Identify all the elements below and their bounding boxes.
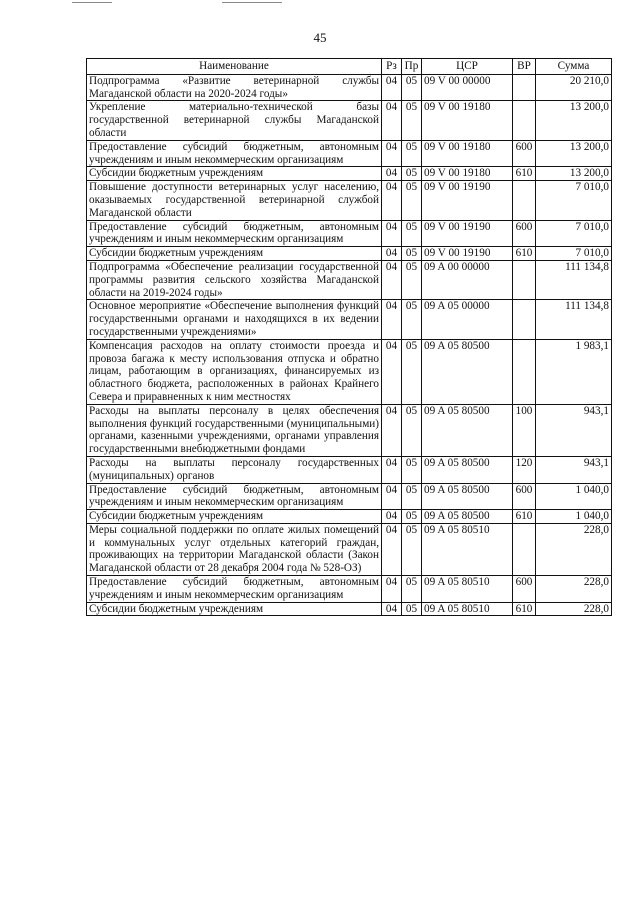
table-row [87, 220, 612, 247]
cell-sum: 7 010,0 [536, 247, 612, 261]
header-name: Наименование [87, 59, 382, 75]
cell-rz: 04 [382, 576, 402, 603]
cell-name: Предоставление субсидий бюджетным, автономным учреждениям и иным некоммерческим организациям [87, 483, 382, 510]
cell-csr: 09 A 05 80500 [422, 404, 513, 456]
cell-pr: 05 [402, 339, 422, 404]
cell-csr: 09 A 00 00000 [422, 260, 513, 299]
cell-sum: 1 040,0 [536, 483, 612, 510]
cell-vr: 610 [513, 167, 536, 181]
cell-sum: 943,1 [536, 456, 612, 483]
cell-sum: 7 010,0 [536, 220, 612, 247]
cell-name: Субсидии бюджетным учреждениям [87, 167, 382, 181]
table-row [87, 456, 612, 483]
cell-rz: 04 [382, 523, 402, 575]
cell-vr: 600 [513, 483, 536, 510]
table-row [87, 602, 612, 616]
cell-vr: 610 [513, 602, 536, 616]
cell-pr: 05 [402, 220, 422, 247]
cell-name: Основное мероприятие «Обеспечение выполнения функций государственными органами и находящихся в их ведении государственными учреждениями» [87, 300, 382, 339]
cell-rz: 04 [382, 260, 402, 299]
cell-name: Расходы на выплаты персоналу в целях обеспечения выполнения функций государственными (муниципальными) органами, казенными учреждениями, органами управления государственными внебюджетными фондами [87, 404, 382, 456]
table-header [87, 59, 612, 75]
cell-name: Подпрограмма «Развитие ветеринарной службы Магаданской области на 2020-2024 годы» [87, 74, 382, 101]
cell-rz: 04 [382, 483, 402, 510]
cell-csr: 09 V 00 19190 [422, 247, 513, 261]
cell-csr: 09 A 05 80510 [422, 576, 513, 603]
cell-vr [513, 523, 536, 575]
cell-rz: 04 [382, 339, 402, 404]
budget-table [86, 58, 612, 616]
cell-pr: 05 [402, 483, 422, 510]
cell-csr: 09 V 00 19190 [422, 220, 513, 247]
cell-pr: 05 [402, 140, 422, 167]
cell-csr: 09 A 05 80500 [422, 456, 513, 483]
header-pr: Пр [402, 59, 422, 75]
header-row [87, 59, 612, 75]
cell-sum: 13 200,0 [536, 167, 612, 181]
cell-pr: 05 [402, 260, 422, 299]
cell-sum: 228,0 [536, 576, 612, 603]
scan-artifact [72, 2, 112, 3]
cell-sum: 228,0 [536, 602, 612, 616]
cell-vr [513, 339, 536, 404]
header-sum: Сумма [536, 59, 612, 75]
cell-rz: 04 [382, 74, 402, 101]
table-row [87, 260, 612, 299]
cell-vr: 600 [513, 576, 536, 603]
cell-name: Предоставление субсидий бюджетным, автономным учреждениям и иным некоммерческим организациям [87, 576, 382, 603]
cell-csr: 09 V 00 19180 [422, 167, 513, 181]
table-row [87, 523, 612, 575]
cell-rz: 04 [382, 602, 402, 616]
cell-rz: 04 [382, 456, 402, 483]
table-row [87, 167, 612, 181]
cell-rz: 04 [382, 220, 402, 247]
scan-artifact [222, 2, 282, 3]
cell-sum: 111 134,8 [536, 260, 612, 299]
cell-pr: 05 [402, 576, 422, 603]
table-row [87, 510, 612, 524]
cell-name: Предоставление субсидий бюджетным, автономным учреждениям и иным некоммерческим организациям [87, 140, 382, 167]
cell-name: Расходы на выплаты персоналу государственных (муниципальных) органов [87, 456, 382, 483]
cell-name: Субсидии бюджетным учреждениям [87, 247, 382, 261]
cell-vr: 610 [513, 247, 536, 261]
cell-vr: 120 [513, 456, 536, 483]
cell-rz: 04 [382, 167, 402, 181]
cell-vr [513, 260, 536, 299]
cell-pr: 05 [402, 404, 422, 456]
cell-vr [513, 74, 536, 101]
cell-csr: 09 A 05 00000 [422, 300, 513, 339]
cell-name: Субсидии бюджетным учреждениям [87, 510, 382, 524]
cell-name: Предоставление субсидий бюджетным, автономным учреждениям и иным некоммерческим организациям [87, 220, 382, 247]
cell-pr: 05 [402, 74, 422, 101]
cell-sum: 111 134,8 [536, 300, 612, 339]
cell-pr: 05 [402, 456, 422, 483]
cell-vr: 100 [513, 404, 536, 456]
cell-sum: 13 200,0 [536, 140, 612, 167]
cell-name: Подпрограмма «Обеспечение реализации государственной программы развития сельского хозяйства Магаданской области на 2019-2024 годы» [87, 260, 382, 299]
cell-csr: 09 V 00 00000 [422, 74, 513, 101]
cell-vr [513, 101, 536, 140]
header-vr: ВР [513, 59, 536, 75]
table-row [87, 101, 612, 140]
cell-csr: 09 A 05 80500 [422, 483, 513, 510]
cell-sum: 1 983,1 [536, 339, 612, 404]
cell-csr: 09 A 05 80500 [422, 339, 513, 404]
cell-pr: 05 [402, 602, 422, 616]
cell-csr: 09 A 05 80510 [422, 602, 513, 616]
cell-csr: 09 V 00 19180 [422, 140, 513, 167]
cell-pr: 05 [402, 247, 422, 261]
cell-rz: 04 [382, 404, 402, 456]
cell-vr [513, 300, 536, 339]
table-row [87, 140, 612, 167]
header-csr: ЦСР [422, 59, 513, 75]
cell-pr: 05 [402, 101, 422, 140]
table-row [87, 339, 612, 404]
cell-sum: 7 010,0 [536, 181, 612, 220]
cell-sum: 228,0 [536, 523, 612, 575]
cell-csr: 09 A 05 80510 [422, 523, 513, 575]
cell-vr: 600 [513, 220, 536, 247]
cell-rz: 04 [382, 101, 402, 140]
cell-pr: 05 [402, 300, 422, 339]
table-row [87, 576, 612, 603]
cell-pr: 05 [402, 523, 422, 575]
table-row [87, 300, 612, 339]
cell-sum: 13 200,0 [536, 101, 612, 140]
table-row [87, 247, 612, 261]
cell-rz: 04 [382, 247, 402, 261]
cell-name: Меры социальной поддержки по оплате жилых помещений и коммунальных услуг отдельных категорий граждан, проживающих на территории Магаданской области (Закон Магаданской области от 28 декабря 2004 года № 528-ОЗ) [87, 523, 382, 575]
cell-rz: 04 [382, 181, 402, 220]
cell-sum: 1 040,0 [536, 510, 612, 524]
cell-vr: 600 [513, 140, 536, 167]
cell-vr [513, 181, 536, 220]
cell-sum: 943,1 [536, 404, 612, 456]
table-row [87, 74, 612, 101]
cell-pr: 05 [402, 167, 422, 181]
cell-rz: 04 [382, 510, 402, 524]
cell-name: Компенсация расходов на оплату стоимости проезда и провоза багажа к месту использования отпуска и обратно лицам, работающим в организациях, финансируемых из областного бюджета, расположенных в районах Крайнего Севера и приравненных к ним местностях [87, 339, 382, 404]
cell-name: Повышение доступности ветеринарных услуг населению, оказываемых государственной ветеринарной службой Магаданской области [87, 181, 382, 220]
cell-name: Субсидии бюджетным учреждениям [87, 602, 382, 616]
cell-name: Укрепление материально-технической базы государственной ветеринарной службы Магаданской области [87, 101, 382, 140]
table-row [87, 181, 612, 220]
cell-rz: 04 [382, 300, 402, 339]
cell-csr: 09 A 05 80500 [422, 510, 513, 524]
cell-pr: 05 [402, 510, 422, 524]
table-row [87, 404, 612, 456]
cell-csr: 09 V 00 19190 [422, 181, 513, 220]
header-rz: Рз [382, 59, 402, 75]
page-number: 45 [313, 30, 327, 45]
cell-rz: 04 [382, 140, 402, 167]
cell-vr: 610 [513, 510, 536, 524]
table-row [87, 483, 612, 510]
cell-pr: 05 [402, 181, 422, 220]
table-body [87, 74, 612, 616]
cell-csr: 09 V 00 19180 [422, 101, 513, 140]
cell-sum: 20 210,0 [536, 74, 612, 101]
